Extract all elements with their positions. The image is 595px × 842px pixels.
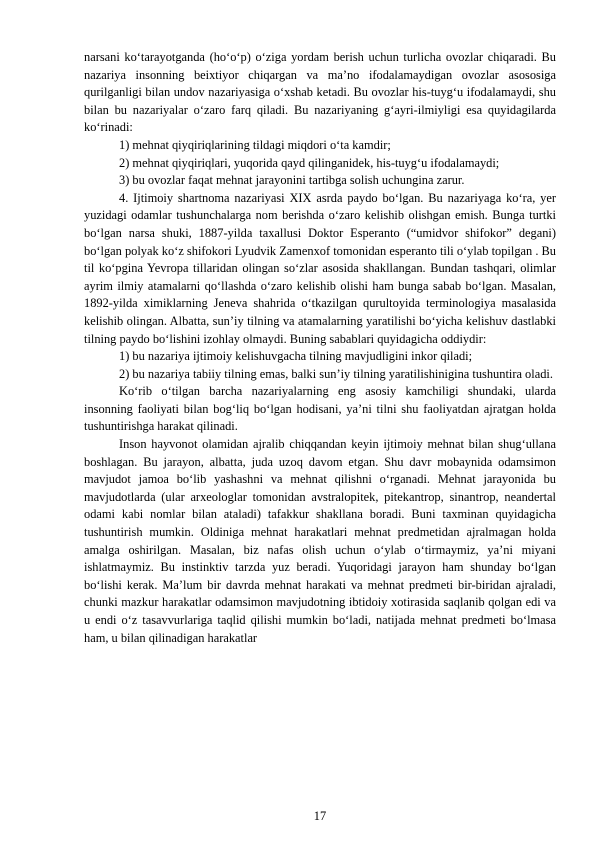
paragraph: 4. Ijtimoiy shartnoma nazariyasi XIX asrda paydo bo‘lgan. Bu nazariyaga ko‘ra, yer yuzidagi odamlar tushunchalarga nom berishda o‘zaro kelishib olishgan emish. Bunga turtki bo‘lgan narsa shuki, 1887-yilda taxallusi Doktor Esperanto (“umidvor shifokor” degani) bo‘lgan polyak ko‘z shifokori Lyudvik Zamenxof tomonidan esperanto tili o‘ylab topilgan . Bu til ko‘pgina Yevropa tillaridan olingan so‘zlar asosida shakllangan. Bundan tashqari, olimlar ayrim ilmiy atamalarni qo‘llashda o‘zaro kelishib olishi ham bunga sabab bo‘lgan. Masalan, 1892-yilda ximiklarning Jeneva shahrida o‘tkazilgan qurultoyida terminologiya masalasida kelishib olingan. Albatta, sun’iy tilning va atamalarning yaratilishi bo‘yicha kelishuv dastlabki tilning paydo bo‘lishini izohlay olmaydi. Buning sabablari quyidagicha oddiydir: (84, 190, 556, 346)
list-item: 1) mehnat qiyqiriqlarining tildagi miqdori o‘ta kamdir; (119, 137, 391, 152)
list-item: 2) mehnat qiyqiriqlari, yuqorida qayd qilinganidek, his-tuyg‘u ifodalamaydi; (119, 155, 500, 170)
paragraph: 2) bu nazariya tabiiy tilning emas, balki sun’iy tilning yaratilishinigina tushuntira oladi. (119, 366, 553, 381)
paragraph: Inson hayvonot olamidan ajralib chiqqandan keyin ijtimoiy mehnat bilan shug‘ullana boshlagan. Bu jarayon, albatta, juda uzoq davom etgan. Shu davr mobaynida odamsimon mavjudot jamoa bo‘lib yashashni va mehnat qilishni o‘rganadi. Mehnat jarayonida bu mavjudotlarda (ular arxeologlar tomonidan avstralopitek, pitekantrop, sinantrop, neandertal odami kabi nomlar bilan ataladi) tafakkur shakllana boradi. Buni taxminan quyidagicha tushuntirish mumkin. Oldiniga mehnat harakatlari mehnat predmetidan ajralmagan holda amalga oshirilgan. Masalan, biz nafas olish uchun o‘ylab o‘tirmaymiz, ya’ni miyani ishlatmaymiz. Bu instinktiv tarzda yuz beradi. Yuqoridagi jarayon ham shunday bo‘lgan bo‘lishi kerak. Ma’lum bir davrda mehnat harakati va mehnat predmeti bir-biridan ajraladi, chunki mazkur harakatlar odamsimon mavjudotning ibtidoiy xotirasida saqlanib qolgan edi va u endi o‘z tasavvurlariga taqlid qilishi mumkin bo‘ladi, natijada mehnat predmeti bo‘lmasa ham, u bilan qilinadigan harakatlar (84, 437, 556, 645)
list-item: 1) bu nazariya ijtimoiy kelishuvgacha tilning mavjudligini inkor qiladi; (119, 349, 473, 364)
body-text (84, 49, 556, 647)
paragraph: narsani ko‘tarayotganda (ho‘o‘p) o‘ziga yordam berish uchun turlicha ovozlar chiqaradi. Bu nazariya insonning beixtiyor chiqargan va ma’no ifodalamaydigan ovozlar asososiga qurilganligi bilan undov nazariyasiga o‘xshab ketadi. Bu ovozlar his-tuyg‘u ifodalamaydi, shu bilan bu nazariyalar o‘zaro farq qiladi. Bu nazariyaning g‘ayri-ilmiyligi esa quyidagilarda ko‘rinadi: (84, 50, 556, 135)
paragraph: Ko‘rib o‘tilgan barcha nazariyalarning eng asosiy kamchiligi shundaki, ularda insonning faoliyati bilan bog‘liq bo‘lgan hodisani, ya’ni tilni shu faoliyatdan ajratgan holda tushuntirishga harakat qilinadi. (84, 384, 556, 434)
page-number: 17 (313, 809, 327, 823)
list-item: 3) bu ovozlar faqat mehnat jarayonini tartibga solish uchungina zarur. (119, 173, 465, 188)
